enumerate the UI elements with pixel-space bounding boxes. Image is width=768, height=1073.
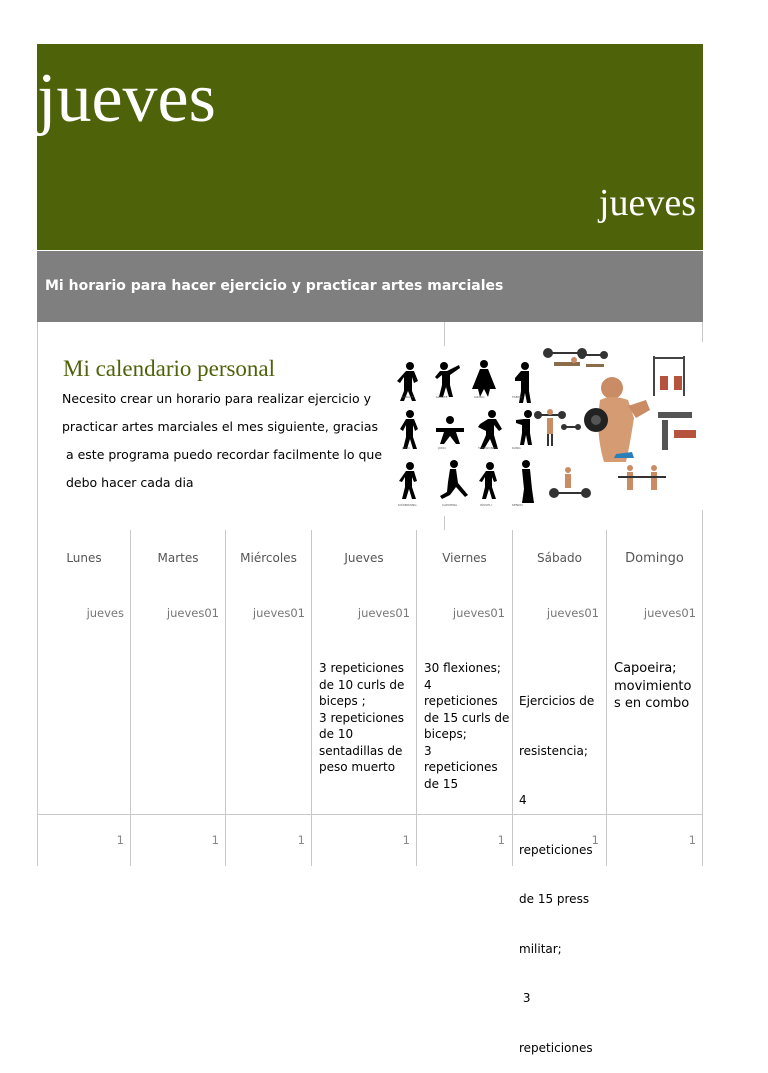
day-header: Miércoles (240, 551, 297, 565)
activity-line: de 10 curls de (319, 677, 405, 692)
svg-text:JUDO: JUDO (438, 446, 446, 450)
day-header: Sábado (537, 551, 582, 565)
date-label: jueves01 (452, 606, 505, 620)
day-header: Domingo (625, 551, 684, 566)
grid-line (606, 530, 607, 866)
date-label: jueves01 (357, 606, 410, 620)
row-number: 1 (211, 833, 219, 847)
activity-line: de 15 press (519, 892, 590, 906)
activity-line: biceps ; (319, 694, 366, 708)
activity-line: movimiento (614, 678, 692, 694)
svg-text:TAEKW: TAEKW (512, 395, 523, 399)
description-line: practicar artes marciales el mes siguiente, gracias (62, 419, 379, 434)
svg-text:KICKBOXING: KICKBOXING (398, 503, 417, 507)
description-line: Necesito crear un horario para realizar ejercicio y (62, 391, 372, 406)
day-header: Martes (157, 551, 199, 565)
svg-text:AIKIDO: AIKIDO (474, 395, 485, 399)
activity-line: repeticiones (519, 842, 593, 857)
activity-line: repeticiones (519, 1040, 593, 1055)
activity-line: sentadillas de (319, 743, 403, 758)
svg-text:KARATE: KARATE (436, 395, 448, 399)
day-activity (614, 660, 700, 713)
activity-line: 4 (519, 793, 527, 807)
row-number: 1 (402, 833, 410, 847)
activity-line: Capoeira; (614, 661, 677, 676)
activity-line: repeticiones (424, 694, 498, 708)
activity-line: s en combo (614, 696, 690, 711)
activity-line: de 15 curls de (424, 710, 510, 725)
activity-line: 3 repeticiones (319, 661, 405, 675)
row-number: 1 (297, 833, 305, 847)
activity-line: 3 (424, 743, 432, 758)
grid-line (512, 530, 513, 866)
date-label: jueves01 (546, 606, 599, 620)
row-number: 1 (591, 833, 599, 847)
grid-line (225, 530, 226, 866)
row-number: 1 (116, 833, 124, 847)
svg-text:CAPOEIRA: CAPOEIRA (442, 503, 458, 507)
grid-line (702, 510, 703, 866)
svg-text:KENDO: KENDO (512, 503, 523, 507)
date-label: jueves01 (166, 606, 219, 620)
activity-line: 30 flexiones; (424, 661, 501, 675)
activity-line: militar; (519, 941, 562, 956)
activity-line: 3 (519, 991, 531, 1005)
martial-arts-image (388, 346, 534, 516)
activity-line: resistencia; (519, 743, 588, 758)
description-line: a este programa puedo recordar facilmente lo que (62, 447, 383, 462)
svg-text:JUDO: JUDO (402, 446, 410, 450)
svg-text:KARATE: KARATE (402, 395, 414, 399)
activity-line: repeticiones (424, 760, 498, 774)
left-border (37, 322, 38, 866)
grid-line (130, 530, 131, 866)
banner (37, 251, 703, 322)
svg-text:WUSHU: WUSHU (480, 503, 492, 507)
activity-line: de 10 (319, 727, 354, 741)
activity-line: de 15 (424, 776, 459, 791)
fitness-image (534, 336, 702, 510)
activity-line: 4 (424, 677, 432, 692)
activity-line: Ejercicios de (519, 694, 595, 708)
svg-text:KUNG: KUNG (512, 446, 521, 450)
activity-line: peso muerto (319, 760, 396, 774)
calendar-title: Mi calendario personal (63, 356, 276, 381)
date-label: jueves (86, 606, 124, 620)
day-header: Lunes (66, 551, 102, 565)
activity-line: 3 repeticiones (319, 710, 405, 725)
activity-line: biceps; (424, 727, 467, 741)
svg-text:TAEKWONDO: TAEKWONDO (478, 446, 498, 450)
row-number: 1 (688, 833, 696, 847)
day-activity (319, 660, 413, 776)
banner-text: Mi horario para hacer ejercicio y practicar artes marciales (45, 278, 504, 294)
date-label: jueves01 (643, 606, 696, 620)
header-title-small: jueves (598, 182, 696, 224)
right-border (702, 322, 703, 342)
header (37, 44, 703, 250)
day-header: Jueves (344, 551, 384, 565)
day-header: Viernes (442, 551, 487, 565)
grid-line (416, 530, 417, 866)
header-title-large: jueves (37, 60, 216, 137)
description-line: debo hacer cada dia (62, 475, 194, 490)
date-label: jueves01 (252, 606, 305, 620)
grid-line (311, 530, 312, 866)
day-activity (519, 660, 605, 1073)
day-activity (424, 660, 510, 792)
row-number: 1 (497, 833, 505, 847)
